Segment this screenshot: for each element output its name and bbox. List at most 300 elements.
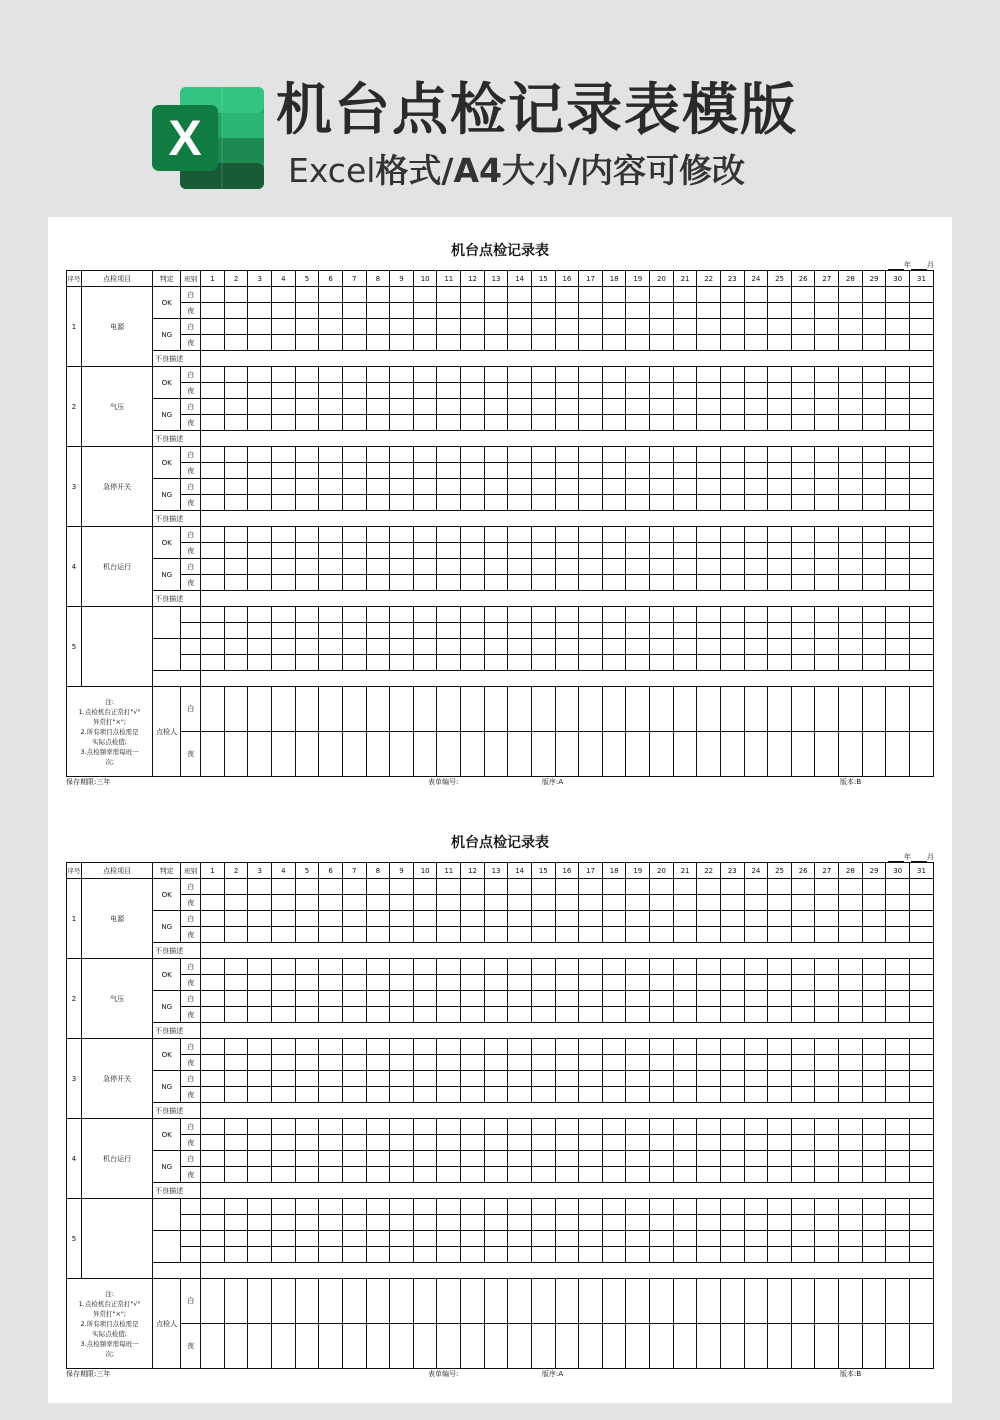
check-cell[interactable] (248, 895, 272, 911)
check-cell[interactable] (531, 1279, 555, 1324)
check-cell[interactable] (862, 399, 886, 415)
check-cell[interactable] (791, 1279, 815, 1324)
check-cell[interactable] (461, 959, 485, 975)
check-cell[interactable] (886, 732, 910, 777)
check-cell[interactable] (555, 975, 579, 991)
check-cell[interactable] (697, 1199, 721, 1215)
check-cell[interactable] (319, 527, 343, 543)
check-cell[interactable] (697, 527, 721, 543)
check-cell[interactable] (248, 287, 272, 303)
check-cell[interactable] (815, 1215, 839, 1231)
check-cell[interactable] (366, 479, 390, 495)
check-cell[interactable] (626, 1279, 650, 1324)
check-cell[interactable] (768, 911, 792, 927)
check-cell[interactable] (720, 911, 744, 927)
check-cell[interactable] (626, 975, 650, 991)
check-cell[interactable] (886, 687, 910, 732)
check-cell[interactable] (319, 1071, 343, 1087)
check-cell[interactable] (650, 607, 674, 623)
check-cell[interactable] (579, 1247, 603, 1263)
check-cell[interactable] (531, 959, 555, 975)
check-cell[interactable] (366, 1151, 390, 1167)
check-cell[interactable] (815, 1167, 839, 1183)
check-cell[interactable] (390, 879, 414, 895)
check-cell[interactable] (815, 911, 839, 927)
check-cell[interactable] (862, 335, 886, 351)
check-cell[interactable] (720, 1039, 744, 1055)
check-cell[interactable] (602, 1247, 626, 1263)
check-cell[interactable] (224, 959, 248, 975)
year-month-field[interactable] (888, 260, 934, 270)
check-cell[interactable] (909, 1199, 933, 1215)
check-cell[interactable] (390, 975, 414, 991)
check-cell[interactable] (484, 559, 508, 575)
check-cell[interactable] (531, 287, 555, 303)
check-cell[interactable] (366, 1324, 390, 1369)
check-cell[interactable] (224, 1071, 248, 1087)
check-cell[interactable] (555, 1007, 579, 1023)
check-cell[interactable] (886, 879, 910, 895)
check-cell[interactable] (201, 1071, 225, 1087)
check-cell[interactable] (909, 687, 933, 732)
check-cell[interactable] (673, 495, 697, 511)
check-cell[interactable] (413, 927, 437, 943)
check-cell[interactable] (839, 383, 863, 399)
check-cell[interactable] (224, 1167, 248, 1183)
check-cell[interactable] (697, 623, 721, 639)
check-cell[interactable] (815, 287, 839, 303)
check-cell[interactable] (791, 655, 815, 671)
check-cell[interactable] (390, 1039, 414, 1055)
check-cell[interactable] (437, 1199, 461, 1215)
check-cell[interactable] (366, 639, 390, 655)
check-cell[interactable] (909, 623, 933, 639)
check-cell[interactable] (886, 895, 910, 911)
check-cell[interactable] (791, 607, 815, 623)
check-cell[interactable] (579, 655, 603, 671)
check-cell[interactable] (555, 607, 579, 623)
check-cell[interactable] (720, 1324, 744, 1369)
check-cell[interactable] (839, 1007, 863, 1023)
check-cell[interactable] (626, 479, 650, 495)
check-cell[interactable] (461, 1055, 485, 1071)
bad-description-input[interactable] (201, 943, 934, 959)
check-cell[interactable] (413, 367, 437, 383)
check-cell[interactable] (839, 639, 863, 655)
check-cell[interactable] (272, 1007, 296, 1023)
check-cell[interactable] (437, 1119, 461, 1135)
check-cell[interactable] (461, 1231, 485, 1247)
check-cell[interactable] (508, 319, 532, 335)
check-cell[interactable] (272, 415, 296, 431)
check-cell[interactable] (909, 927, 933, 943)
check-cell[interactable] (413, 1215, 437, 1231)
check-cell[interactable] (579, 607, 603, 623)
check-cell[interactable] (461, 1279, 485, 1324)
check-cell[interactable] (272, 1247, 296, 1263)
check-cell[interactable] (342, 1231, 366, 1247)
bad-description-input[interactable] (201, 591, 934, 607)
check-cell[interactable] (248, 975, 272, 991)
check-cell[interactable] (224, 287, 248, 303)
check-cell[interactable] (697, 687, 721, 732)
check-cell[interactable] (248, 559, 272, 575)
check-cell[interactable] (508, 879, 532, 895)
check-cell[interactable] (437, 383, 461, 399)
check-cell[interactable] (791, 1199, 815, 1215)
check-cell[interactable] (272, 335, 296, 351)
check-cell[interactable] (650, 1007, 674, 1023)
check-cell[interactable] (555, 575, 579, 591)
check-cell[interactable] (413, 1039, 437, 1055)
check-cell[interactable] (768, 575, 792, 591)
check-cell[interactable] (461, 1039, 485, 1055)
check-cell[interactable] (224, 1135, 248, 1151)
check-cell[interactable] (319, 1215, 343, 1231)
check-cell[interactable] (295, 687, 319, 732)
check-cell[interactable] (437, 879, 461, 895)
check-cell[interactable] (413, 575, 437, 591)
check-cell[interactable] (791, 639, 815, 655)
check-cell[interactable] (839, 959, 863, 975)
check-cell[interactable] (272, 303, 296, 319)
check-cell[interactable] (342, 383, 366, 399)
check-cell[interactable] (224, 1247, 248, 1263)
check-cell[interactable] (744, 463, 768, 479)
check-cell[interactable] (366, 1279, 390, 1324)
check-cell[interactable] (697, 1039, 721, 1055)
check-cell[interactable] (839, 495, 863, 511)
check-cell[interactable] (602, 1087, 626, 1103)
check-cell[interactable] (272, 479, 296, 495)
check-cell[interactable] (650, 335, 674, 351)
check-cell[interactable] (626, 559, 650, 575)
check-cell[interactable] (579, 575, 603, 591)
check-cell[interactable] (272, 1151, 296, 1167)
check-cell[interactable] (461, 559, 485, 575)
check-cell[interactable] (909, 287, 933, 303)
check-cell[interactable] (673, 687, 697, 732)
check-cell[interactable] (272, 1055, 296, 1071)
check-cell[interactable] (342, 895, 366, 911)
check-cell[interactable] (720, 383, 744, 399)
check-cell[interactable] (697, 303, 721, 319)
check-cell[interactable] (224, 732, 248, 777)
check-cell[interactable] (650, 367, 674, 383)
check-cell[interactable] (437, 463, 461, 479)
check-cell[interactable] (484, 1087, 508, 1103)
check-cell[interactable] (272, 623, 296, 639)
check-cell[interactable] (295, 991, 319, 1007)
check-cell[interactable] (224, 911, 248, 927)
check-cell[interactable] (555, 287, 579, 303)
check-cell[interactable] (437, 1279, 461, 1324)
check-cell[interactable] (768, 303, 792, 319)
check-cell[interactable] (484, 639, 508, 655)
check-cell[interactable] (319, 1231, 343, 1247)
check-cell[interactable] (815, 655, 839, 671)
check-cell[interactable] (342, 575, 366, 591)
check-cell[interactable] (366, 575, 390, 591)
check-cell[interactable] (437, 1231, 461, 1247)
check-cell[interactable] (862, 1151, 886, 1167)
check-cell[interactable] (555, 1167, 579, 1183)
check-cell[interactable] (531, 399, 555, 415)
check-cell[interactable] (342, 655, 366, 671)
check-cell[interactable] (815, 895, 839, 911)
check-cell[interactable] (224, 1055, 248, 1071)
check-cell[interactable] (295, 927, 319, 943)
check-cell[interactable] (342, 335, 366, 351)
check-cell[interactable] (697, 335, 721, 351)
check-cell[interactable] (768, 1215, 792, 1231)
check-cell[interactable] (602, 623, 626, 639)
check-cell[interactable] (815, 1231, 839, 1247)
check-cell[interactable] (201, 495, 225, 511)
check-cell[interactable] (697, 975, 721, 991)
check-cell[interactable] (697, 447, 721, 463)
check-cell[interactable] (650, 447, 674, 463)
check-cell[interactable] (366, 623, 390, 639)
check-cell[interactable] (319, 415, 343, 431)
check-cell[interactable] (224, 607, 248, 623)
check-cell[interactable] (650, 1231, 674, 1247)
check-cell[interactable] (602, 527, 626, 543)
check-cell[interactable] (602, 319, 626, 335)
check-cell[interactable] (366, 1135, 390, 1151)
check-cell[interactable] (839, 447, 863, 463)
check-cell[interactable] (248, 1071, 272, 1087)
check-cell[interactable] (909, 655, 933, 671)
check-cell[interactable] (744, 287, 768, 303)
check-cell[interactable] (886, 415, 910, 431)
check-cell[interactable] (461, 911, 485, 927)
check-cell[interactable] (886, 927, 910, 943)
check-cell[interactable] (862, 303, 886, 319)
check-cell[interactable] (484, 732, 508, 777)
check-cell[interactable] (484, 895, 508, 911)
check-cell[interactable] (650, 495, 674, 511)
check-cell[interactable] (768, 479, 792, 495)
check-cell[interactable] (744, 1199, 768, 1215)
check-cell[interactable] (579, 463, 603, 479)
check-cell[interactable] (909, 1087, 933, 1103)
check-cell[interactable] (815, 575, 839, 591)
check-cell[interactable] (484, 335, 508, 351)
check-cell[interactable] (744, 1135, 768, 1151)
check-cell[interactable] (673, 927, 697, 943)
check-cell[interactable] (697, 495, 721, 511)
check-cell[interactable] (413, 479, 437, 495)
check-cell[interactable] (531, 479, 555, 495)
check-cell[interactable] (201, 1231, 225, 1247)
check-cell[interactable] (909, 463, 933, 479)
check-cell[interactable] (272, 639, 296, 655)
check-cell[interactable] (390, 559, 414, 575)
check-cell[interactable] (626, 1119, 650, 1135)
check-cell[interactable] (626, 463, 650, 479)
check-cell[interactable] (437, 1167, 461, 1183)
check-cell[interactable] (295, 1087, 319, 1103)
check-cell[interactable] (508, 527, 532, 543)
check-cell[interactable] (390, 303, 414, 319)
check-cell[interactable] (697, 1087, 721, 1103)
check-cell[interactable] (484, 607, 508, 623)
check-cell[interactable] (342, 527, 366, 543)
check-cell[interactable] (508, 1071, 532, 1087)
check-cell[interactable] (650, 527, 674, 543)
check-cell[interactable] (366, 495, 390, 511)
check-cell[interactable] (342, 1151, 366, 1167)
check-cell[interactable] (673, 335, 697, 351)
check-cell[interactable] (602, 383, 626, 399)
check-cell[interactable] (650, 1135, 674, 1151)
check-cell[interactable] (886, 335, 910, 351)
check-cell[interactable] (744, 383, 768, 399)
check-cell[interactable] (909, 911, 933, 927)
check-cell[interactable] (413, 319, 437, 335)
check-cell[interactable] (815, 399, 839, 415)
check-cell[interactable] (248, 335, 272, 351)
check-cell[interactable] (602, 1055, 626, 1071)
check-cell[interactable] (390, 623, 414, 639)
check-cell[interactable] (461, 399, 485, 415)
check-cell[interactable] (579, 335, 603, 351)
check-cell[interactable] (791, 479, 815, 495)
check-cell[interactable] (413, 732, 437, 777)
check-cell[interactable] (461, 367, 485, 383)
check-cell[interactable] (272, 1231, 296, 1247)
check-cell[interactable] (437, 1324, 461, 1369)
check-cell[interactable] (909, 479, 933, 495)
check-cell[interactable] (744, 527, 768, 543)
check-cell[interactable] (768, 287, 792, 303)
check-cell[interactable] (413, 1087, 437, 1103)
check-cell[interactable] (815, 1039, 839, 1055)
check-cell[interactable] (319, 335, 343, 351)
check-cell[interactable] (650, 1324, 674, 1369)
check-cell[interactable] (650, 303, 674, 319)
check-cell[interactable] (697, 1215, 721, 1231)
check-cell[interactable] (744, 559, 768, 575)
check-cell[interactable] (862, 1324, 886, 1369)
check-cell[interactable] (508, 895, 532, 911)
check-cell[interactable] (248, 1215, 272, 1231)
check-cell[interactable] (602, 399, 626, 415)
check-cell[interactable] (366, 895, 390, 911)
check-cell[interactable] (272, 911, 296, 927)
check-cell[interactable] (791, 1247, 815, 1263)
check-cell[interactable] (839, 575, 863, 591)
check-cell[interactable] (862, 1039, 886, 1055)
check-cell[interactable] (650, 399, 674, 415)
check-cell[interactable] (839, 1151, 863, 1167)
check-cell[interactable] (531, 607, 555, 623)
check-cell[interactable] (744, 335, 768, 351)
check-cell[interactable] (413, 335, 437, 351)
check-cell[interactable] (461, 895, 485, 911)
check-cell[interactable] (390, 495, 414, 511)
check-cell[interactable] (272, 319, 296, 335)
check-cell[interactable] (272, 495, 296, 511)
check-cell[interactable] (650, 319, 674, 335)
check-cell[interactable] (673, 639, 697, 655)
check-cell[interactable] (390, 1119, 414, 1135)
check-cell[interactable] (720, 1087, 744, 1103)
check-cell[interactable] (791, 287, 815, 303)
check-cell[interactable] (697, 559, 721, 575)
check-cell[interactable] (626, 655, 650, 671)
check-cell[interactable] (673, 1279, 697, 1324)
check-cell[interactable] (248, 607, 272, 623)
check-cell[interactable] (791, 319, 815, 335)
check-cell[interactable] (909, 1055, 933, 1071)
check-cell[interactable] (366, 415, 390, 431)
check-cell[interactable] (248, 879, 272, 895)
check-cell[interactable] (909, 303, 933, 319)
check-cell[interactable] (461, 1071, 485, 1087)
check-cell[interactable] (366, 399, 390, 415)
check-cell[interactable] (720, 1279, 744, 1324)
check-cell[interactable] (673, 463, 697, 479)
check-cell[interactable] (602, 911, 626, 927)
check-cell[interactable] (437, 1007, 461, 1023)
check-cell[interactable] (224, 1087, 248, 1103)
check-cell[interactable] (248, 415, 272, 431)
check-cell[interactable] (815, 319, 839, 335)
check-cell[interactable] (555, 911, 579, 927)
check-cell[interactable] (342, 1007, 366, 1023)
check-cell[interactable] (508, 367, 532, 383)
check-cell[interactable] (508, 991, 532, 1007)
check-cell[interactable] (909, 1231, 933, 1247)
check-cell[interactable] (390, 415, 414, 431)
check-cell[interactable] (461, 975, 485, 991)
check-cell[interactable] (461, 1151, 485, 1167)
check-cell[interactable] (224, 399, 248, 415)
check-cell[interactable] (768, 1279, 792, 1324)
bad-description-input[interactable] (201, 351, 934, 367)
check-cell[interactable] (461, 607, 485, 623)
check-cell[interactable] (673, 559, 697, 575)
check-cell[interactable] (555, 1151, 579, 1167)
check-cell[interactable] (768, 607, 792, 623)
check-cell[interactable] (366, 607, 390, 623)
check-cell[interactable] (768, 1324, 792, 1369)
check-cell[interactable] (909, 399, 933, 415)
check-cell[interactable] (626, 959, 650, 975)
check-cell[interactable] (791, 1231, 815, 1247)
check-cell[interactable] (272, 1215, 296, 1231)
check-cell[interactable] (437, 1055, 461, 1071)
check-cell[interactable] (626, 607, 650, 623)
check-cell[interactable] (579, 1279, 603, 1324)
check-cell[interactable] (461, 1087, 485, 1103)
check-cell[interactable] (201, 607, 225, 623)
check-cell[interactable] (531, 575, 555, 591)
check-cell[interactable] (791, 383, 815, 399)
check-cell[interactable] (815, 732, 839, 777)
check-cell[interactable] (201, 303, 225, 319)
check-cell[interactable] (555, 1199, 579, 1215)
check-cell[interactable] (886, 1167, 910, 1183)
check-cell[interactable] (390, 287, 414, 303)
check-cell[interactable] (815, 623, 839, 639)
check-cell[interactable] (390, 399, 414, 415)
check-cell[interactable] (720, 927, 744, 943)
check-cell[interactable] (248, 1167, 272, 1183)
check-cell[interactable] (602, 655, 626, 671)
